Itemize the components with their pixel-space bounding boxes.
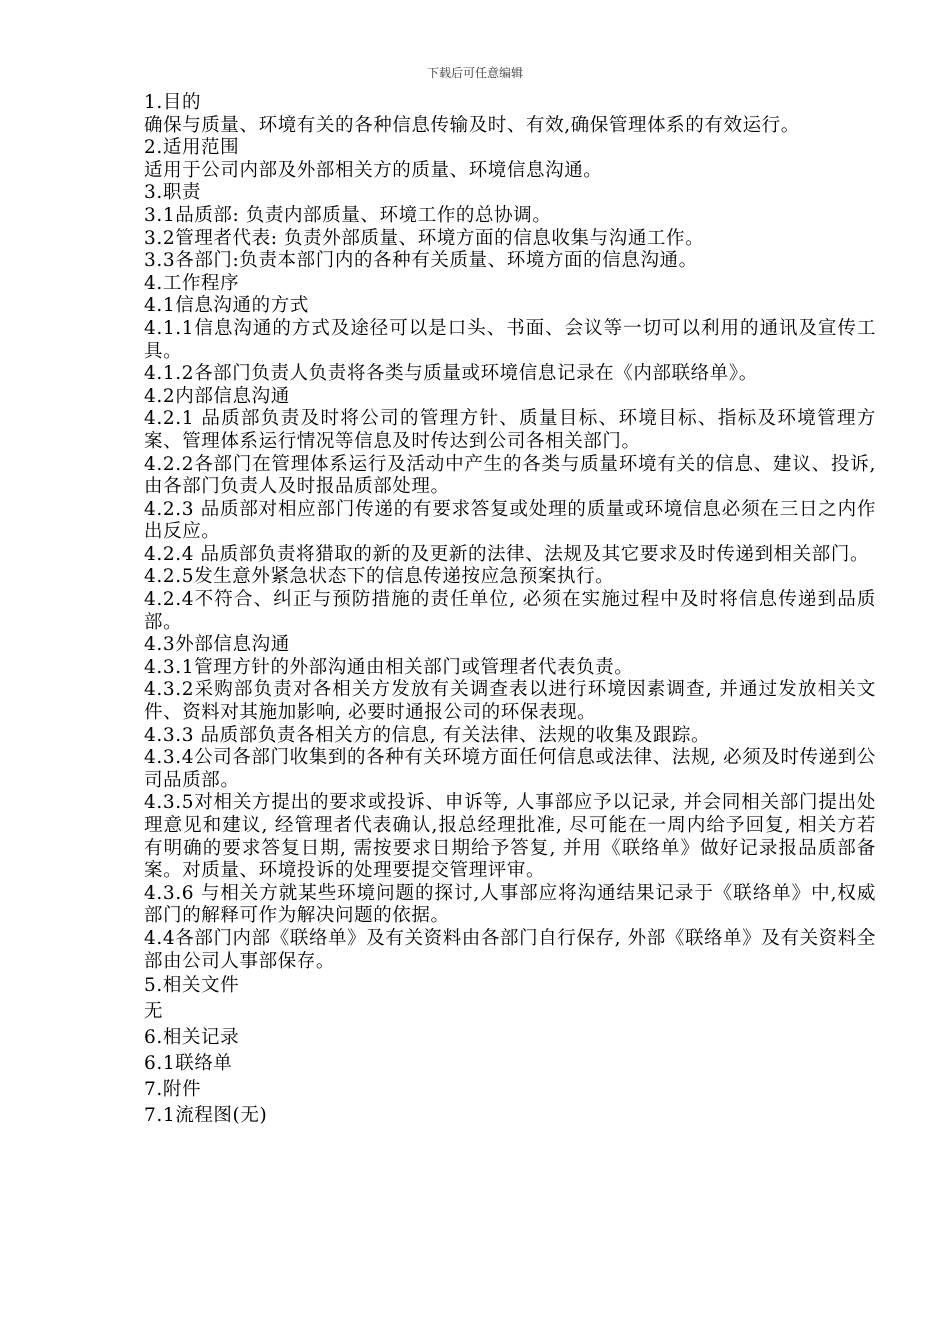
paragraph-4-3-4: 4.3.4公司各部门收集到的各种有关环境方面任何信息或法律、法规, 必须及时传递到公司品质部。 [144,747,876,791]
paragraph-3-1: 3.1品质部: 负责内部质量、环境工作的总协调。 [144,204,552,226]
paragraph-4-3-2: 4.3.2采购部负责对各相关方发放有关调查表以进行环境因素调查, 并通过发放相关文件、资料对其施加影响, 必要时通报公司的环保表现。 [144,679,876,724]
section-heading-procedure: 4.工作程序 [144,272,240,294]
paragraph-4-2-1: 4.2.1 品质部负责及时将公司的管理方针、质量目标、环境目标、指标及环境管理方案、管理体系运行情况等信息及时传达到公司各相关部门。 [144,408,876,452]
paragraph-4-1-1: 4.1.1信息沟通的方式及途径可以是口头、书面、会议等一切可以利用的通讯及宣传工具。 [144,317,876,362]
paragraph-4-3-5: 4.3.5对相关方提出的要求或投诉、申诉等, 人事部应予以记录, 并会同相关部门提出处理意见和建议, 经管理者代表确认,报总经理批准, 尽可能在一周内给予回复, 相关方若有明确的要求答复日期, 需按要求日期给予答复, 并用《联络单》做好记录报品质部备案。对质量、环境投诉的处理要提交管理评审。 [144,792,876,882]
paragraph-4-2-4b: 4.2.4不符合、纠正与预防措施的责任单位, 必须在实施过程中及时将信息传递到品质部。 [144,589,876,633]
section-heading-scope: 2.适用范围 [144,137,240,159]
paragraph-4-2-3: 4.2.3 品质部对相应部门传递的有要求答复或处理的质量或环境信息必须在三日之内作出反应。 [144,498,876,543]
paragraph-purpose: 确保与质量、环境有关的各种信息传输及时、有效,确保管理体系的有效运行。 [144,114,800,136]
section-heading-related-records: 6.相关记录 [144,1027,240,1049]
paragraph-3-3: 3.3各部门:负责本部门内的各种有关质量、环境方面的信息沟通。 [144,250,698,272]
section-heading-purpose: 1.目的 [144,92,202,113]
section-heading-related-documents: 5.相关文件 [144,975,240,997]
paragraph-related-documents: 无 [144,1001,164,1023]
subheading-4-2: 4.2内部信息沟通 [144,385,290,407]
section-heading-responsibilities: 3.职责 [144,182,202,204]
paragraph-4-2-5: 4.2.5发生意外紧急状态下的信息传递按应急预案执行。 [144,566,615,588]
paragraph-3-2: 3.2管理者代表: 负责外部质量、环境方面的信息收集与沟通工作。 [144,227,705,249]
paragraph-6-1: 6.1联络单 [144,1053,233,1075]
paragraph-4-2-4: 4.2.4 品质部负责将猎取的新的及更新的法律、法规及其它要求及时传递到相关部门。 [144,543,870,565]
paragraph-7-1: 7.1流程图(无) [144,1105,268,1127]
section-heading-attachments: 7.附件 [144,1079,202,1101]
paragraph-scope: 适用于公司内部及外部相关方的质量、环境信息沟通。 [144,159,603,181]
subheading-4-1: 4.1信息沟通的方式 [144,295,309,317]
paragraph-4-3-1: 4.3.1管理方针的外部沟通由相关部门或管理者代表负责。 [144,656,634,678]
document-body [144,92,876,1129]
header-note: 下载后可任意编辑 [426,66,523,80]
subheading-4-3: 4.3外部信息沟通 [144,634,290,656]
paragraph-4-1-2: 4.1.2各部门负责人负责将各类与质量或环境信息记录在《内部联络单》。 [144,363,758,385]
paragraph-4-3-6: 4.3.6 与相关方就某些环境问题的探讨,人事部应将沟通结果记录于《联络单》中,权威部门的解释可作为解决问题的依据。 [144,882,876,927]
paragraph-4-2-2: 4.2.2各部门在管理体系运行及活动中产生的各类与质量环境有关的信息、建议、投诉, 由各部门负责人及时报品质部处理。 [144,453,876,498]
paragraph-4-4: 4.4各部门内部《联络单》及有关资料由各部门自行保存, 外部《联络单》及有关资料全部由公司人事部保存。 [144,927,876,972]
paragraph-4-3-3: 4.3.3 品质部负责各相关方的信息, 有关法律、法规的收集及跟踪。 [144,724,711,746]
